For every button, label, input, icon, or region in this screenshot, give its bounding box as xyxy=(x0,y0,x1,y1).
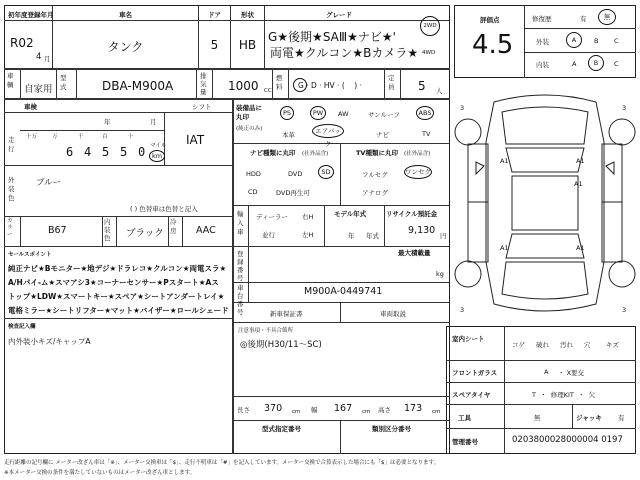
shape-label: 形状 xyxy=(241,11,254,19)
model-year-model: 年式 xyxy=(366,232,379,240)
spare-options: T ・ 修理KIT ・ 欠 xyxy=(532,391,596,399)
equip-navi: ナビ xyxy=(376,131,389,139)
tv-oneseg: ワンセグ xyxy=(404,165,432,179)
equip-sunroof: サンルーフ xyxy=(368,111,400,119)
km-label: km xyxy=(149,150,165,162)
equipment-sub: (純正のみ) xyxy=(236,126,263,132)
recycle-label: リサイクル預託金 xyxy=(386,210,438,218)
import-label: 輸入車 xyxy=(237,210,244,236)
tv-types-label: TV種類に丸印 xyxy=(356,149,398,157)
first-reg-month: 4 xyxy=(36,52,42,62)
glass-value: A xyxy=(544,368,549,376)
shape-value: HB xyxy=(238,38,257,52)
mark-rear-left: 3 xyxy=(460,306,465,314)
grade-label: グレード xyxy=(326,11,352,19)
seat-hole: 穴 xyxy=(584,341,591,349)
chassis-label: 車台番号 xyxy=(237,284,244,316)
nav-sd: SD xyxy=(318,165,334,179)
recycle-yen: 円 xyxy=(440,232,447,240)
first-reg-label: 初年度登録年月 xyxy=(8,11,54,19)
width-label: 幅 xyxy=(311,406,318,414)
inspection-year: 年 xyxy=(104,118,111,126)
footer-line-2: ※本メーター交換の条件を満たしていないものはメーター改ざん車とします。 xyxy=(4,470,196,476)
notes-value: ◎後期(H30/11〜SC) xyxy=(240,340,322,350)
notes-label: 注意事項・不具合箇所 xyxy=(238,328,294,334)
equip-airbag: エアバック xyxy=(312,124,344,138)
new-car-warranty: 新車保証書 xyxy=(270,310,303,318)
displacement-value: 1000 xyxy=(228,79,259,93)
seat-label: 室内シート xyxy=(452,335,485,343)
equip-aw: AW xyxy=(338,110,349,118)
drive-4wd: 4WD xyxy=(422,50,436,56)
color-code-label: カラー xyxy=(7,218,13,238)
ac-label: 冷房 xyxy=(170,218,177,235)
exterior-b: B xyxy=(594,37,599,45)
import-dealer: ディーラー xyxy=(256,213,288,221)
import-steering-l: 左H xyxy=(302,231,314,239)
tv-analog: アナログ xyxy=(362,189,388,197)
mileage-label: 走行 xyxy=(8,136,15,153)
nav-cd: CD xyxy=(248,188,258,196)
chassis-value: M900A-0449741 xyxy=(304,286,383,297)
fuel-label: 燃料 xyxy=(276,74,283,91)
width-value: 167 xyxy=(334,403,353,414)
mileage-digit-3: 5 xyxy=(102,145,110,159)
nav-types-label: ナビ種類に丸印 xyxy=(250,149,296,157)
registration-label: 登録番号 xyxy=(237,250,244,282)
mark-a1-3: A1 xyxy=(574,180,583,188)
capacity-label: 定員 xyxy=(388,74,395,91)
import-parallel: 並行 xyxy=(262,231,275,239)
nav-hdd: HDD xyxy=(246,170,261,178)
type-spec-label: 型式指定番号 xyxy=(262,425,301,433)
interior-c: C xyxy=(614,60,619,68)
mgmt-value: 0203800028000004 0197 xyxy=(512,435,623,445)
first-reg-era: R02 xyxy=(10,36,34,50)
mark-front-left: 3 xyxy=(460,104,465,112)
equip-leather: 本革 xyxy=(282,131,295,139)
nav-types-sub: (社外品含) xyxy=(302,151,329,157)
ac-value: AAC xyxy=(196,225,216,236)
mark-a1-5: A1 xyxy=(576,244,585,252)
sales-line-1: 純正ナビ★Bモニター★地デジ★ドラレコ★クルコン★両電スラ★ xyxy=(8,264,227,273)
capacity-value: 5 xyxy=(418,79,426,93)
mark-a1-4: A1 xyxy=(500,244,509,252)
interior-a: A xyxy=(572,60,577,68)
width-cm: cm xyxy=(362,409,371,415)
interior-label: 内装 xyxy=(536,61,549,69)
inspection-label: 車検 xyxy=(24,103,37,111)
equipment-label: 装備品に丸印 xyxy=(236,104,262,121)
length-label: 長さ xyxy=(237,406,250,414)
shift-label: シフト xyxy=(192,103,212,111)
door-label: ドア xyxy=(208,11,221,19)
tv-fullseg: フルセグ xyxy=(362,171,388,179)
interior-color-value: ブラック xyxy=(126,228,164,239)
score-label: 評価点 xyxy=(480,16,500,24)
grade-line2: 両電★クルコン★Bカメラ★ xyxy=(270,46,419,60)
tv-types-sub: (社外品含) xyxy=(404,151,431,157)
inspector-label: 検査記入欄 xyxy=(8,324,36,330)
exterior-color-label: 外装色 xyxy=(8,176,15,202)
glass-label: フロントガラス xyxy=(452,369,498,377)
mileage-digit-4: 5 xyxy=(120,145,128,159)
import-steering-r: 右H xyxy=(302,213,314,221)
mileage-digit-5: 0 xyxy=(138,145,146,159)
mileage-col-1: 十万 xyxy=(26,134,38,140)
height-cm: cm xyxy=(432,409,441,415)
model-year-year: 年 xyxy=(348,232,355,240)
model-year-label: モデル年式 xyxy=(334,210,367,218)
jack-value: 有 xyxy=(618,414,625,422)
mile-label: マイル xyxy=(150,143,167,149)
vehicle-label: 車輌 xyxy=(7,72,14,89)
grade-line1: G★後期★SAⅢ★ナビ★' xyxy=(268,30,396,44)
exterior-color-note: ( ) 色替車は色替と記入 xyxy=(130,205,198,213)
exterior-color-value: ブルー xyxy=(36,178,62,188)
height-value: 173 xyxy=(404,403,423,414)
mark-rear-right: 3 xyxy=(622,306,627,314)
equip-pw: PW xyxy=(310,106,326,120)
car-diagram xyxy=(454,82,636,322)
model-label: 車名 xyxy=(119,11,132,19)
max-load-kg: kg xyxy=(436,270,444,278)
person-label: 人 xyxy=(436,87,443,95)
sales-line-2: A/Hパイ-ム★スマアシ3★コーナーセンサー★Pスタート★Aス xyxy=(8,278,219,287)
interior-color-label: 内装色 xyxy=(104,218,111,242)
exterior-a: A xyxy=(566,32,582,48)
color-code-value: B67 xyxy=(48,225,67,236)
exterior-label: 外装 xyxy=(536,38,549,46)
height-label: 高さ xyxy=(378,406,391,414)
tool-label: 工具 xyxy=(458,414,471,422)
equip-abs: ABS xyxy=(416,106,434,120)
repair-yes: 有 xyxy=(580,15,587,23)
exterior-c: C xyxy=(614,37,619,45)
nav-dvd: DVD xyxy=(288,170,303,178)
spare-label: スペアタイヤ xyxy=(452,391,491,399)
interior-b: B xyxy=(588,55,604,71)
cc-label: CC xyxy=(264,88,272,94)
mileage-digit-2: 4 xyxy=(84,145,92,159)
recycle-value: 9,130 xyxy=(408,225,436,236)
owner-manual: 車両取説 xyxy=(380,310,406,318)
tool-value: 無 xyxy=(534,414,541,422)
drive-2wd: 2WD xyxy=(420,16,440,36)
nav-dvd-play: DVD再生可 xyxy=(276,189,310,197)
mileage-col-5: 十 xyxy=(128,134,134,140)
score-value: 4.5 xyxy=(472,30,514,60)
model-value: タンク xyxy=(107,40,144,54)
repair-label: 修復歴 xyxy=(532,15,552,23)
sales-line-4: 電格ミラー★シートリフター★マット★バイザー★ロールシェード xyxy=(8,306,229,315)
month-suffix: 月 xyxy=(44,55,51,63)
mileage-col-4: 百 xyxy=(102,134,108,140)
model-code: DBA-M900A xyxy=(102,79,174,93)
sales-points-label: セールスポイント xyxy=(8,252,52,258)
jack-label: ジャッキ xyxy=(576,414,602,422)
shift-value: IAT xyxy=(186,133,205,147)
footer-line-1: 走行距離の記号欄に メーター改ざん車は「※」、メーター交換車は「$」、走行不明車は「#」を記入しています。メーター交換で合算表示した場合にも「$」は必要となります。 xyxy=(4,460,440,466)
door-value: 5 xyxy=(210,38,219,52)
displacement-label: 排気量 xyxy=(200,72,207,96)
max-load-label: 最大積載量 xyxy=(398,249,431,257)
inspection-month: 月 xyxy=(150,118,157,126)
mgmt-label: 管理番号 xyxy=(452,438,478,446)
fuel-options: G · D · HV · ( ) · xyxy=(298,81,362,90)
seat-burn: コゲ xyxy=(512,341,525,349)
seat-dirt: 汚れ xyxy=(560,341,573,349)
mark-a1-1: A1 xyxy=(500,157,509,165)
kata-label: 型式 xyxy=(60,74,67,91)
equip-tv: TV xyxy=(422,130,431,138)
mileage-col-3: 千 xyxy=(78,134,84,140)
length-cm: cm xyxy=(292,409,301,415)
glass-options: ・ X要交 xyxy=(558,369,585,377)
repair-no: 無 xyxy=(598,9,616,25)
mileage-col-2: 万 xyxy=(52,134,58,140)
mileage-digit-1: 6 xyxy=(66,145,74,159)
seat-tear: 破れ xyxy=(536,341,549,349)
equip-ps: PS xyxy=(280,106,294,120)
reg-type: 自家用 xyxy=(24,84,53,95)
class-label: 類別区分番号 xyxy=(372,425,411,433)
length-value: 370 xyxy=(264,403,283,414)
mark-front-right: 3 xyxy=(622,104,627,112)
seat-scratch: キズ xyxy=(606,341,619,349)
sales-line-3: トップ★LDW★スマートキー★スペア★シートアンダートレイ★ xyxy=(8,292,225,301)
mark-a1-2: A1 xyxy=(576,157,585,165)
inspector-value: 内外装小キズ/キャップA xyxy=(8,337,91,346)
